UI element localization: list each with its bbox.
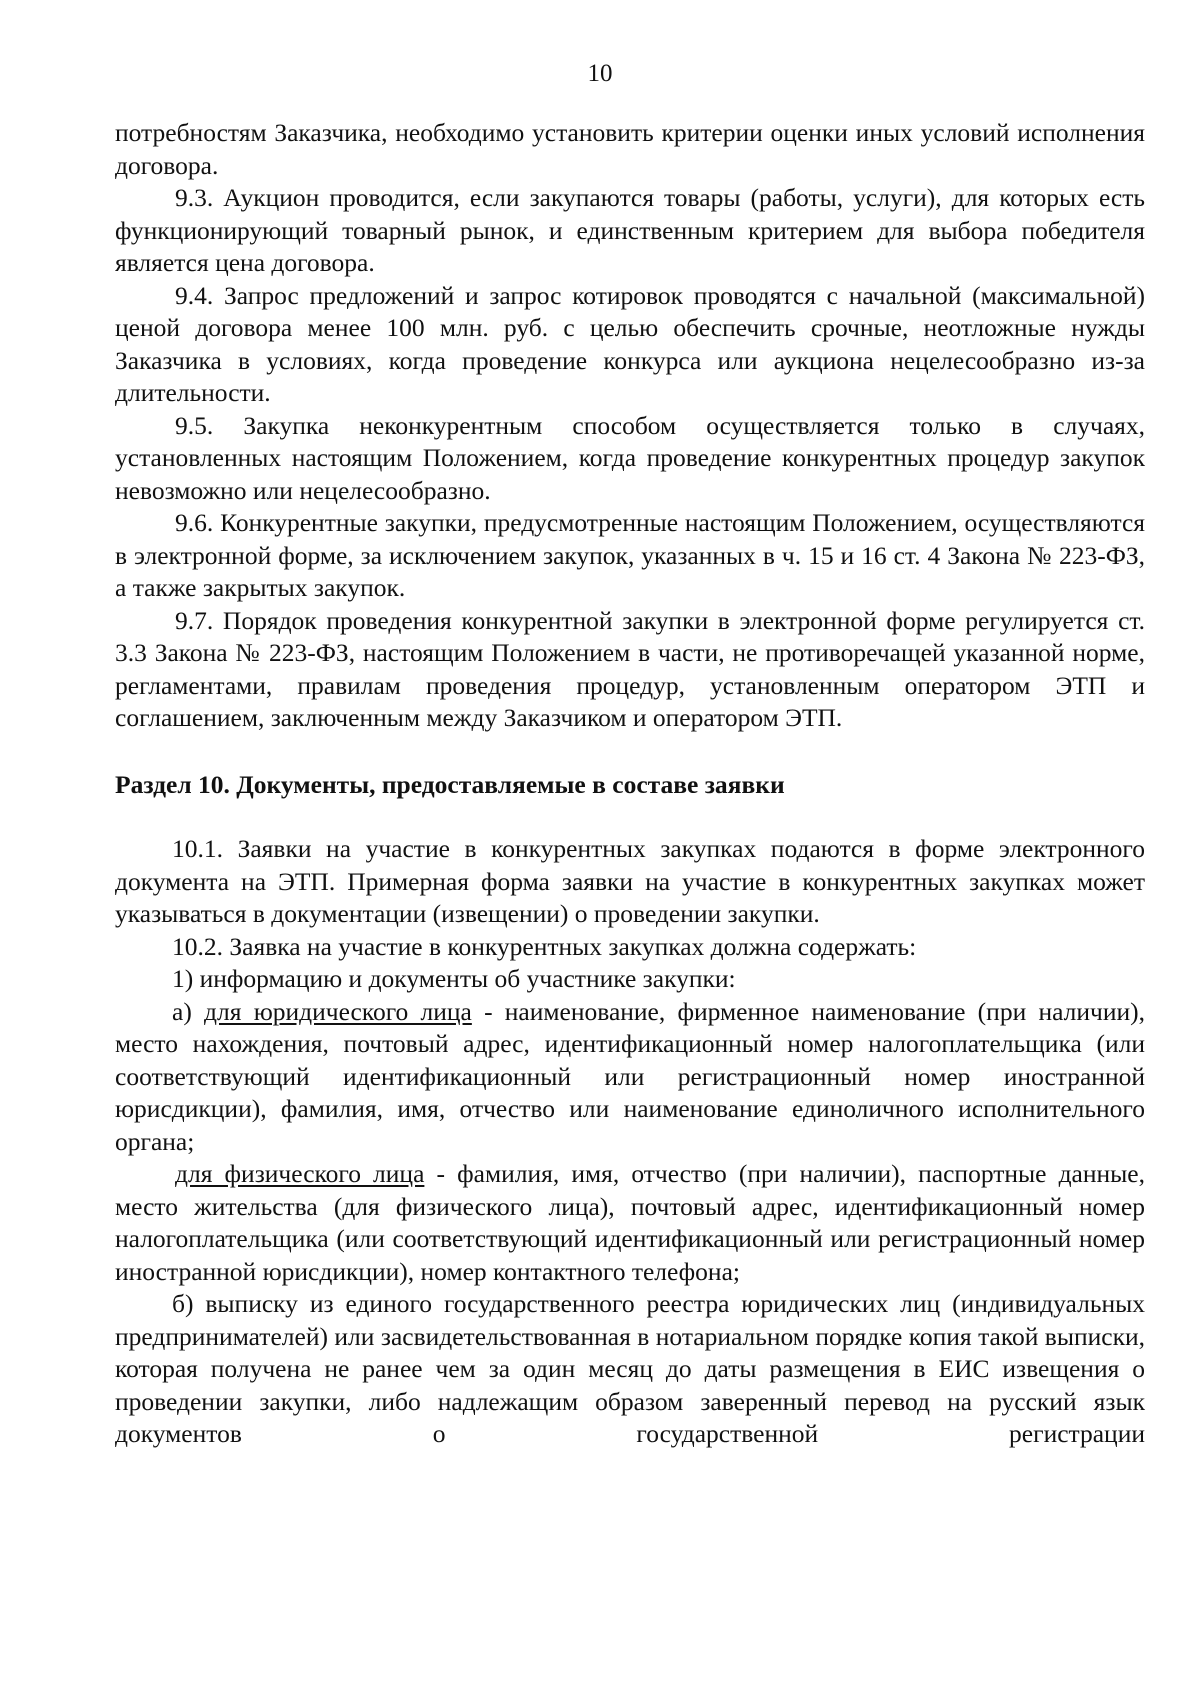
item-a-prefix: а) [172, 996, 205, 1026]
paragraph-9-7: 9.7. Порядок проведения конкурентной закупки в электронной форме регулируется ст. 3.3 Закона № 223-ФЗ, настоящим Положением в части, не противоречащей указанной норме, регламентами, правилам проведения процедур, установленным оператором ЭТП и соглашением, заключенным между Заказчиком и оператором ЭТП. [115, 605, 1145, 732]
paragraph-9-3: 9.3. Аукцион проводится, если закупаются товары (работы, услуги), для которых есть функционирующий товарный рынок, и единственным критерием для выбора победителя является цена договора. [115, 183, 1145, 277]
paragraph-9-6: 9.6. Конкурентные закупки, предусмотренные настоящим Положением, осуществляются в электронной форме, за исключением закупок, указанных в ч. 15 и 16 ст. 4 Закона № 223-ФЗ, а также закрытых закупок. [115, 508, 1145, 602]
document-body [115, 117, 1145, 1451]
paragraph-continuation: потребностям Заказчика, необходимо установить критерии оценки иных условий исполнения договора. [115, 118, 1145, 180]
paragraph-10-1: 10.1. Заявки на участие в конкурентных закупках подаются в форме электронного документа на ЭТП. Примерная форма заявки на участие в конкурентных закупках может указываться в документации (извещении) о проведении закупки. [115, 834, 1145, 928]
paragraph-item-1: 1) информацию и документы об участнике закупки: [172, 964, 736, 993]
paragraph-item-physical [115, 1158, 1145, 1288]
item-physical-underlined: для физического лица [175, 1159, 425, 1188]
item-physical-rest: - фамилия, имя, отчество (при наличии), паспортные данные, место жительства (для физического лица), почтовый адрес, идентификационный номер налогоплательщика (или соответствующий идентификационный или регистрационный номер иностранной юрисдикции), номер контактного телефона; [115, 1159, 1145, 1286]
paragraph-item-a [115, 996, 1145, 1159]
paragraph-item-b: б) выписку из единого государственного реестра юридических лиц (индивидуальных предпринимателей) или засвидетельствованная в нотариальном порядке копия такой выписки, которая получена не ранее чем за один месяц до даты размещения в ЕИС извещения о проведении закупки, либо надлежащим образом заверенный перевод на русский язык документов о государственной регистрации [115, 1289, 1145, 1448]
paragraph-9-5: 9.5. Закупка неконкурентным способом осуществляется только в случаях, установленных настоящим Положением, когда проведение конкурентных процедур закупок невозможно или нецелесообразно. [115, 410, 1145, 505]
paragraph-10-2: 10.2. Заявка на участие в конкурентных закупках должна содержать: [172, 931, 917, 961]
page-number: 10 [587, 60, 613, 87]
section-heading: Раздел 10. Документы, предоставляемые в составе заявки [115, 769, 785, 799]
paragraph-9-4: 9.4. Запрос предложений и запрос котировок проводятся с начальной (максимальной) ценой договора менее 100 млн. руб. с целью обеспечить срочные, неотложные нужды Заказчика в условиях, когда проведение конкурса или аукциона нецелесообразно из-за длительности. [115, 280, 1145, 407]
item-a-rest: - наименование, фирменное наименование (при наличии), место нахождения, почтовый адрес, идентификационный номер налогоплательщика (или соответствующий идентификационный или регистрационный номер иностранной юрисдикции), фамилия, имя, отчество или наименование единоличного исполнительного органа; [115, 996, 1145, 1156]
item-a-underlined: для юридического лица [204, 996, 472, 1026]
